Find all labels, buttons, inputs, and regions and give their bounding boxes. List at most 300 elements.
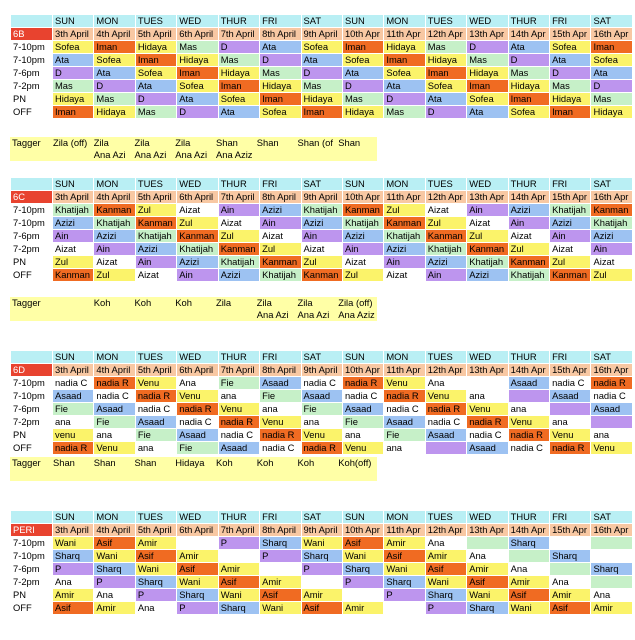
shift-cell: Zul <box>94 269 135 282</box>
day-header: FRI <box>550 351 591 364</box>
shift-label: 7-10pm <box>11 217 53 230</box>
shift-row <box>11 442 633 455</box>
shift-cell: Ata <box>218 106 259 119</box>
shift-cell: Ain <box>508 217 549 230</box>
corner-cell <box>11 511 53 524</box>
shift-cell: Sharq <box>467 602 508 615</box>
tagger-cell: Ana Azi <box>256 309 289 320</box>
corner-cell <box>11 351 53 364</box>
shift-cell: Sofea <box>135 67 176 80</box>
shift-cell: nadia C <box>53 377 94 390</box>
date-header: 14th Apr <box>508 191 549 204</box>
shift-cell: Mas <box>508 67 549 80</box>
date-header: 16th Apr <box>591 524 633 537</box>
shift-cell: D <box>591 80 633 93</box>
shift-cell: Sharq <box>301 550 342 563</box>
day-header: THUR <box>218 15 259 28</box>
date-header: 3th April <box>53 191 94 204</box>
shift-row <box>11 537 633 550</box>
shift-cell: D <box>53 67 94 80</box>
shift-cell: Asif <box>94 537 135 550</box>
shift-cell: Ain <box>384 256 425 269</box>
date-header: 15th Apr <box>550 364 591 377</box>
shift-cell: Iman <box>384 54 425 67</box>
shift-label: 7-2pm <box>11 243 53 256</box>
shift-cell: Amir <box>425 550 466 563</box>
date-header: 13th Apr <box>467 191 508 204</box>
date-header: 14th Apr <box>508 28 549 41</box>
shift-cell: Aizat <box>53 243 94 256</box>
date-header: 3th April <box>53 28 94 41</box>
shift-cell: Khatijah <box>301 204 342 217</box>
shift-cell: Venu <box>384 377 425 390</box>
shift-cell: Mas <box>218 54 259 67</box>
shift-cell: nadia R <box>218 416 259 429</box>
day-header: MON <box>384 351 425 364</box>
day-header: THUR <box>508 178 549 191</box>
shift-cell: Zul <box>135 204 176 217</box>
shift-cell: Zul <box>384 204 425 217</box>
shift-cell: ana <box>467 390 508 403</box>
roster-table-6b <box>10 14 633 119</box>
shift-cell: Zul <box>260 243 301 256</box>
tagger-label: Tagger <box>12 457 41 468</box>
shift-cell: nadia C <box>425 416 466 429</box>
shift-cell: Ana <box>94 589 135 602</box>
shift-cell: nadia C <box>508 442 549 455</box>
day-header: SUN <box>53 178 94 191</box>
shift-cell: Amir <box>94 602 135 615</box>
shift-row <box>11 416 633 429</box>
tagger-block <box>10 457 377 481</box>
shift-cell: Amir <box>53 589 94 602</box>
shift-cell: Asif <box>218 576 259 589</box>
tagger-cell: Shan <box>256 137 279 148</box>
shift-cell: Sofea <box>177 80 218 93</box>
day-header: FRI <box>260 178 301 191</box>
shift-cell: Hidaya <box>53 93 94 106</box>
shift-cell: Asif <box>425 563 466 576</box>
shift-cell: nadia C <box>467 429 508 442</box>
tagger-cell: Ana Aziz <box>216 149 253 160</box>
shift-cell: Azizi <box>591 230 633 243</box>
shift-cell: Ata <box>53 54 94 67</box>
shift-cell: Khatijah <box>260 269 301 282</box>
shift-cell: nadia R <box>467 416 508 429</box>
shift-cell: Amir <box>467 563 508 576</box>
shift-cell: Sharq <box>550 550 591 563</box>
date-header: 10th Apr <box>342 191 383 204</box>
shift-label: 7-6pm <box>11 563 53 576</box>
day-header: FRI <box>550 15 591 28</box>
shift-cell: Ain <box>135 256 176 269</box>
shift-cell: ana <box>301 416 342 429</box>
shift-row <box>11 429 633 442</box>
day-header: SAT <box>591 15 633 28</box>
shift-cell: Venu <box>218 403 259 416</box>
day-header: FRI <box>550 511 591 524</box>
tagger-cell: Koh(off) <box>338 457 372 468</box>
shift-label: OFF <box>11 269 53 282</box>
shift-cell: Aizat <box>467 217 508 230</box>
shift-cell: Zul <box>550 256 591 269</box>
shift-cell: Mas <box>53 80 94 93</box>
shift-cell: Sharq <box>53 550 94 563</box>
shift-cell: Asaad <box>342 403 383 416</box>
shift-cell: Hidaya <box>591 106 633 119</box>
date-header: 4th April <box>94 524 135 537</box>
shift-cell: Zul <box>467 230 508 243</box>
tagger-cell: Ana Azi <box>134 149 167 160</box>
date-header: 8th April <box>260 524 301 537</box>
day-header: SUN <box>53 511 94 524</box>
shift-cell: Wani <box>177 576 218 589</box>
shift-cell: Kanman <box>53 269 94 282</box>
shift-cell: nadia C <box>342 390 383 403</box>
day-header: SUN <box>342 351 383 364</box>
shift-cell: Wani <box>53 537 94 550</box>
shift-cell: Iman <box>425 67 466 80</box>
shift-cell: Asaad <box>135 416 176 429</box>
date-header: 5th April <box>135 524 176 537</box>
shift-cell: Amir <box>342 602 383 615</box>
shift-cell: Khatijah <box>218 256 259 269</box>
section-label: 6D <box>11 364 53 377</box>
day-header: SUN <box>53 351 94 364</box>
date-header: 9th April <box>301 191 342 204</box>
section-label: 6C <box>11 191 53 204</box>
shift-cell: Azizi <box>218 269 259 282</box>
day-header-row <box>11 15 633 28</box>
shift-cell: Khatijah <box>53 204 94 217</box>
shift-cell: Mas <box>384 106 425 119</box>
day-header: MON <box>94 351 135 364</box>
shift-cell: Fie <box>135 429 176 442</box>
shift-cell: Venu <box>342 442 383 455</box>
date-header: 5th April <box>135 364 176 377</box>
shift-cell <box>467 537 508 550</box>
tagger-cell <box>51 149 92 161</box>
shift-cell: Mas <box>94 93 135 106</box>
day-header: MON <box>94 511 135 524</box>
shift-cell: Sharq <box>177 589 218 602</box>
shift-cell: Iman <box>177 67 218 80</box>
tagger-label: Tagger <box>12 137 41 148</box>
shift-cell: Fie <box>94 416 135 429</box>
shift-cell: Sharq <box>384 576 425 589</box>
roster-table-6c <box>10 177 633 282</box>
tagger-cell: Zila <box>216 297 232 308</box>
tagger-block <box>10 297 377 321</box>
shift-cell: Aizat <box>384 269 425 282</box>
shift-cell: Azizi <box>342 230 383 243</box>
shift-cell: Ata <box>467 106 508 119</box>
date-header: 7th April <box>218 364 259 377</box>
shift-cell: Fie <box>301 403 342 416</box>
shift-cell: Iman <box>301 106 342 119</box>
date-row <box>11 191 633 204</box>
shift-label: 7-10pm <box>11 54 53 67</box>
shift-row <box>11 243 633 256</box>
date-header: 10th Apr <box>342 524 383 537</box>
corner-cell <box>11 178 53 191</box>
shift-cell: Sofea <box>94 54 135 67</box>
date-header: 10th Apr <box>342 364 383 377</box>
shift-cell: Zul <box>53 256 94 269</box>
shift-label: PN <box>11 429 53 442</box>
day-header: TUES <box>425 178 466 191</box>
date-header: 3th April <box>53 364 94 377</box>
date-header: 9th April <box>301 364 342 377</box>
date-header: 16th Apr <box>591 191 633 204</box>
shift-cell: nadia C <box>591 390 633 403</box>
shift-cell: Asaad <box>177 429 218 442</box>
shift-cell: Asaad <box>260 377 301 390</box>
shift-cell: Sofea <box>384 67 425 80</box>
shift-cell: Fie <box>53 403 94 416</box>
shift-label: 7-10pm <box>11 550 53 563</box>
shift-cell: Azizi <box>301 217 342 230</box>
shift-cell: Ain <box>467 204 508 217</box>
shift-cell: Asif <box>384 550 425 563</box>
shift-cell: Zul <box>177 217 218 230</box>
day-header-row <box>11 351 633 364</box>
shift-cell: Venu <box>591 442 633 455</box>
shift-cell: ana <box>260 403 301 416</box>
shift-cell: Asif <box>550 602 591 615</box>
shift-cell: P <box>384 589 425 602</box>
tagger-cell: Shan <box>338 137 361 148</box>
shift-cell: Kanman <box>384 217 425 230</box>
tagger-cell: Koh <box>134 297 152 308</box>
shift-cell: Asaad <box>425 429 466 442</box>
shift-cell: Sofea <box>467 93 508 106</box>
day-header: THUR <box>218 178 259 191</box>
day-header-row <box>11 511 633 524</box>
shift-cell: Wani <box>342 550 383 563</box>
shift-cell: Sofea <box>550 41 591 54</box>
day-header: SAT <box>301 511 342 524</box>
shift-cell: Iman <box>467 80 508 93</box>
date-header: 14th Apr <box>508 364 549 377</box>
shift-cell: nadia R <box>384 390 425 403</box>
tagger-cell <box>214 309 255 321</box>
shift-label: PN <box>11 93 53 106</box>
shift-cell: Kanman <box>342 204 383 217</box>
shift-cell: Ata <box>342 67 383 80</box>
shift-cell: Hidaya <box>301 93 342 106</box>
date-header: 4th April <box>94 364 135 377</box>
tagger-cell: Ana Azi <box>93 149 126 160</box>
shift-row <box>11 217 633 230</box>
tagger-cell <box>51 469 92 481</box>
roster-table-6d <box>10 350 633 455</box>
day-header: MON <box>94 178 135 191</box>
shift-cell: D <box>301 67 342 80</box>
shift-cell: Venu <box>301 429 342 442</box>
shift-cell: Ana <box>508 563 549 576</box>
shift-cell: Zul <box>342 269 383 282</box>
shift-cell: Venu <box>260 416 301 429</box>
shift-cell: Kanman <box>135 217 176 230</box>
date-header: 13th Apr <box>467 364 508 377</box>
tagger-label-blank <box>10 149 51 161</box>
shift-cell: Ata <box>135 80 176 93</box>
shift-cell <box>218 550 259 563</box>
shift-label: 7-10pm <box>11 537 53 550</box>
shift-label: 7-2pm <box>11 416 53 429</box>
shift-cell: Wani <box>135 563 176 576</box>
shift-row <box>11 41 633 54</box>
tagger-cell <box>92 469 133 481</box>
shift-cell: Iman <box>591 41 633 54</box>
date-header: 12th Apr <box>425 364 466 377</box>
date-header: 11th Apr <box>384 191 425 204</box>
tagger-cell <box>51 309 92 321</box>
shift-cell: ana <box>591 429 633 442</box>
shift-cell: Sharq <box>425 589 466 602</box>
shift-row <box>11 390 633 403</box>
shift-cell: Hidaya <box>425 54 466 67</box>
shift-cell <box>591 537 633 550</box>
shift-cell: nadia R <box>550 442 591 455</box>
shift-cell: Sharq <box>135 576 176 589</box>
shift-cell: Fie <box>342 416 383 429</box>
tagger-label: Tagger <box>12 297 41 308</box>
shift-label: 7-6pm <box>11 403 53 416</box>
shift-cell: Asif <box>177 563 218 576</box>
shift-cell: nadia R <box>591 377 633 390</box>
shift-cell: nadia R <box>508 429 549 442</box>
shift-cell: D <box>508 54 549 67</box>
day-header: FRI <box>550 178 591 191</box>
shift-cell: Asif <box>508 589 549 602</box>
shift-cell: Ata <box>301 54 342 67</box>
date-header: 4th April <box>94 191 135 204</box>
day-header: TUES <box>425 511 466 524</box>
shift-cell: Venu <box>94 442 135 455</box>
shift-cell: Khatijah <box>384 230 425 243</box>
date-header: 9th April <box>301 28 342 41</box>
shift-cell: Asaad <box>384 416 425 429</box>
shift-cell: Ain <box>301 230 342 243</box>
day-header: MON <box>384 15 425 28</box>
date-header: 8th April <box>260 28 301 41</box>
shift-cell: Kanman <box>218 243 259 256</box>
shift-cell: Wani <box>508 602 549 615</box>
tagger-cell <box>214 469 255 481</box>
shift-cell: Ata <box>550 54 591 67</box>
shift-label: OFF <box>11 106 53 119</box>
shift-row <box>11 576 633 589</box>
shift-cell: ana <box>550 416 591 429</box>
tagger-label-blank <box>10 469 51 481</box>
date-header: 12th Apr <box>425 524 466 537</box>
shift-row <box>11 377 633 390</box>
shift-cell: P <box>135 589 176 602</box>
tagger-cell: Shan <box>134 457 157 468</box>
tagger-cell: Shan <box>53 457 75 468</box>
shift-cell: Wani <box>425 576 466 589</box>
day-header: THUR <box>508 15 549 28</box>
shift-cell <box>177 537 218 550</box>
shift-cell: nadia R <box>177 403 218 416</box>
tagger-cell <box>133 469 174 481</box>
shift-cell: Hidaya <box>508 80 549 93</box>
shift-cell: Iman <box>260 93 301 106</box>
shift-cell: ana <box>135 442 176 455</box>
tagger-cell: Koh <box>93 297 111 308</box>
shift-cell: Khatijah <box>591 217 633 230</box>
shift-row <box>11 93 633 106</box>
shift-cell: Sofea <box>591 54 633 67</box>
shift-label: 7-6pm <box>11 67 53 80</box>
shift-cell: Aizat <box>425 204 466 217</box>
shift-cell: Wani <box>218 589 259 602</box>
shift-cell: Ana <box>425 537 466 550</box>
shift-cell: Iman <box>218 80 259 93</box>
shift-cell: Ain <box>53 230 94 243</box>
tagger-cell: Koh <box>216 457 233 468</box>
date-header: 11th Apr <box>384 364 425 377</box>
shift-cell: Wani <box>384 563 425 576</box>
shift-label: 7-10pm <box>11 204 53 217</box>
shift-cell: Sharq <box>342 563 383 576</box>
shift-row <box>11 563 633 576</box>
shift-cell: Kanman <box>301 269 342 282</box>
tagger-cell: Koh <box>175 297 192 308</box>
shift-cell: nadia C <box>177 416 218 429</box>
shift-cell: Kanman <box>550 269 591 282</box>
day-header: TUES <box>135 15 176 28</box>
shift-cell: D <box>177 106 218 119</box>
shift-cell: nadia C <box>260 442 301 455</box>
shift-cell: Hidaya <box>135 41 176 54</box>
shift-cell: ana <box>94 429 135 442</box>
shift-cell: Venu <box>508 416 549 429</box>
date-header: 7th April <box>218 524 259 537</box>
shift-cell: Mas <box>425 41 466 54</box>
day-header: SAT <box>591 178 633 191</box>
shift-cell: Hidaya <box>550 93 591 106</box>
shift-cell: Kanman <box>591 204 633 217</box>
shift-cell: Ain <box>425 269 466 282</box>
day-header: TUES <box>135 511 176 524</box>
shift-cell: Iman <box>94 41 135 54</box>
shift-cell: Fie <box>218 377 259 390</box>
tagger-cell: Zila <box>93 137 109 148</box>
day-header: MON <box>384 178 425 191</box>
shift-cell: Sharq <box>260 537 301 550</box>
shift-row <box>11 589 633 602</box>
shift-row <box>11 54 633 67</box>
shift-cell: Venu <box>467 403 508 416</box>
shift-cell: Mas <box>301 80 342 93</box>
shift-cell: Hidaya <box>94 106 135 119</box>
shift-cell: Mas <box>550 80 591 93</box>
shift-label: PN <box>11 256 53 269</box>
shift-cell <box>550 403 591 416</box>
day-header: SAT <box>591 511 633 524</box>
shift-row <box>11 67 633 80</box>
shift-cell: D <box>467 41 508 54</box>
shift-cell: Iman <box>550 106 591 119</box>
day-header: SUN <box>342 511 383 524</box>
shift-cell: Aizat <box>177 204 218 217</box>
shift-cell: Kanman <box>94 204 135 217</box>
date-header: 8th April <box>260 364 301 377</box>
shift-cell <box>425 442 466 455</box>
